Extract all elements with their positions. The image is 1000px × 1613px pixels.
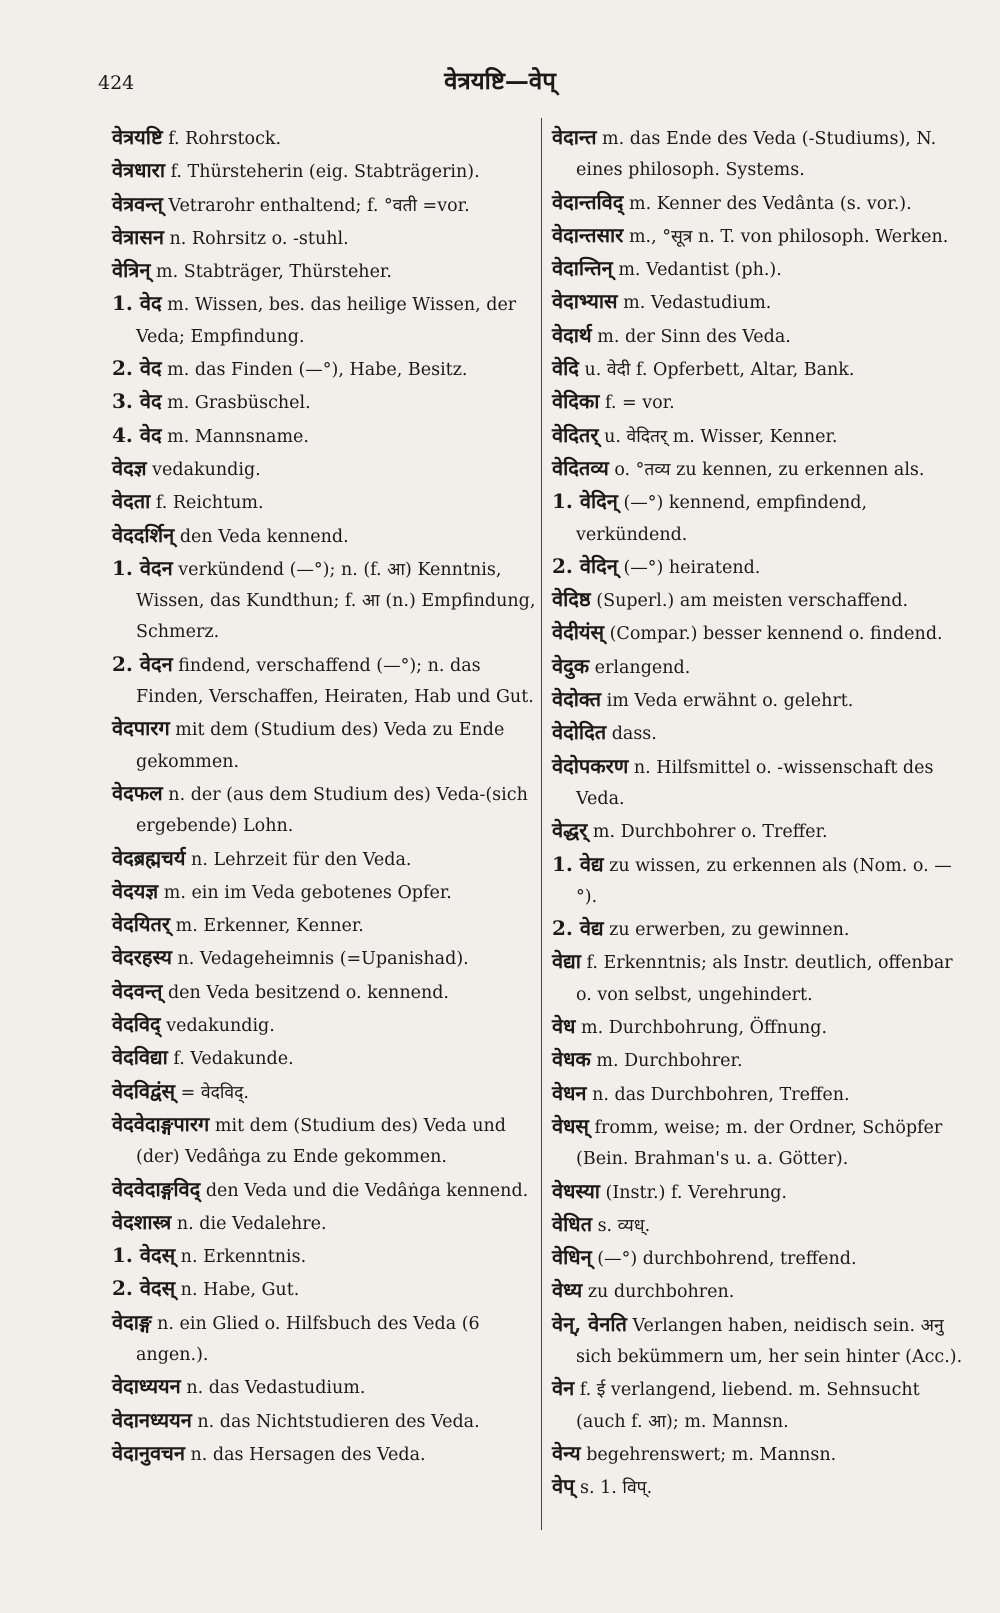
dictionary-entry [112, 1240, 536, 1273]
entry-headword: 1. वेद्य [552, 851, 604, 876]
entry-gloss: begehrenswert; m. Mannsn. [580, 1444, 837, 1465]
entry-gloss: f. ई verlangend, liebend. m. Sehnsucht (auch f. आ); m. Mannsn. [574, 1380, 920, 1432]
entry-gloss: erlangend. [589, 657, 691, 678]
entry-gloss: f. Vedakunde. [167, 1049, 294, 1070]
entry-headword: वेदीयंस् [552, 620, 605, 645]
entry-gloss: f. Erkenntnis; als Instr. deutlich, offenbar o. von selbst, ungehindert. [576, 953, 953, 1005]
entry-headword: वेदवेदाङ्गपारग [112, 1111, 210, 1136]
entry-gloss: den Veda und die Vedâṅga kennend. [200, 1180, 529, 1201]
entry-gloss: m. Kenner des Vedânta (s. vor.). [623, 193, 912, 214]
entry-headword: 4. वेद [112, 422, 162, 447]
entry-gloss: mit dem (Studium des) Veda zu Ende gekommen. [136, 720, 505, 772]
column-divider [541, 118, 542, 1530]
entry-headword: वेदोदित [552, 720, 607, 745]
entry-headword: 2. वेदन [112, 651, 173, 676]
dictionary-entry [112, 1438, 536, 1471]
dictionary-entry [552, 1438, 970, 1471]
dictionary-entry [112, 222, 536, 255]
entry-gloss: m. Grasbüschel. [161, 393, 311, 414]
entry-gloss: f. Thürsteherin (eig. Stabträgerin). [165, 162, 480, 183]
dictionary-entry [112, 553, 536, 649]
entry-headword: वेत्रासन [112, 224, 164, 249]
dictionary-entry [112, 155, 536, 188]
dictionary-entry [552, 320, 970, 353]
dictionary-entry [112, 189, 536, 222]
dictionary-entry [112, 1042, 536, 1075]
entry-gloss: s. व्यध्. [592, 1215, 651, 1236]
dictionary-entry [552, 1111, 970, 1176]
entry-gloss: zu durchbohren. [582, 1282, 735, 1303]
dictionary-entry [112, 255, 536, 288]
dictionary-entry [552, 849, 970, 914]
entry-headword: वेदाभ्यास [552, 289, 618, 314]
entry-headword: 2. वेदिन् [552, 553, 618, 578]
dictionary-entry [552, 486, 970, 551]
dictionary-entry [552, 717, 970, 750]
entry-headword: वेदता [112, 489, 151, 514]
entry-gloss: n. ein Glied o. Hilfsbuch des Veda (6 angen.). [136, 1313, 480, 1365]
entry-gloss: dass. [606, 724, 657, 745]
entry-headword: वेधिन् [552, 1245, 592, 1270]
entry-gloss: (Compar.) besser kennend o. findend. [604, 624, 943, 645]
dictionary-entry [552, 453, 970, 486]
entry-headword: वेदज्ञ [112, 455, 147, 480]
entry-headword: वेत्रिन् [112, 258, 151, 283]
dictionary-entry [552, 420, 970, 453]
entry-headword: वेधित [552, 1211, 592, 1236]
entry-headword: वेद्या [552, 949, 581, 974]
dictionary-entry [552, 1209, 970, 1242]
dictionary-entry [552, 1078, 970, 1111]
entry-gloss: m. Erkenner, Kenner. [170, 916, 364, 937]
entry-gloss: n. Rohrsitz o. -stuhl. [163, 228, 349, 249]
entry-gloss: m. Wissen, bes. das heilige Wissen, der Veda; Empfindung. [136, 295, 517, 347]
entry-headword: वेदविद् [112, 1012, 161, 1037]
dictionary-entry [552, 122, 970, 187]
dictionary-entry [552, 353, 970, 386]
dictionary-entry [112, 1371, 536, 1404]
entry-gloss: den Veda kennend. [174, 526, 349, 547]
entry-gloss: = वेदविद्. [175, 1082, 249, 1103]
entry-headword: वेदशास्त्र [112, 1209, 172, 1234]
entry-gloss: zu wissen, zu erkennen als (Nom. o. —°). [576, 855, 952, 907]
left-column [112, 122, 536, 1471]
dictionary-entry [552, 1471, 970, 1504]
entry-headword: वेदब्रह्मचर्य [112, 845, 186, 870]
entry-headword: वेन [552, 1376, 575, 1401]
dictionary-entry [112, 1307, 536, 1372]
entry-gloss: u. वेदी f. Opferbett, Altar, Bank. [578, 360, 855, 381]
entry-gloss: n. der (aus dem Studium des) Veda-(sich ergebende) Lohn. [136, 784, 528, 837]
entry-headword: वेदितर् [552, 422, 599, 447]
dictionary-entry [112, 1009, 536, 1042]
dictionary-entry [552, 220, 970, 253]
entry-gloss: n. Vedageheimnis (=Upanishad). [171, 949, 469, 970]
entry-headword: वेदानध्ययन [112, 1407, 192, 1432]
entry-headword: वेप् [552, 1474, 575, 1499]
entry-headword: वेदितव्य [552, 455, 609, 480]
entry-headword: 2. वेदस् [112, 1276, 176, 1301]
entry-gloss: m. Durchbohrer o. Treffer. [587, 822, 828, 843]
entry-gloss: mit dem (Studium des) Veda und (der) Vedâṅga zu Ende gekommen. [136, 1115, 506, 1168]
entry-gloss: n. Lehrzeit für den Veda. [185, 849, 412, 870]
entry-gloss: vedakundig. [146, 459, 261, 480]
entry-gloss: n. das Vedastudium. [180, 1378, 366, 1399]
entry-gloss: u. वेदितर् m. Wisser, Kenner. [598, 426, 838, 447]
entry-headword: वेत्रवन्त् [112, 191, 163, 216]
dictionary-entry [112, 122, 536, 155]
entry-headword: वेदविद्या [112, 1045, 168, 1070]
entry-gloss: findend, verschaffend (—°); n. das Finden, Verschaffen, Heiraten, Hab und Gut. [136, 655, 534, 708]
entry-headword: 1. वेदस् [112, 1243, 176, 1268]
dictionary-entry [552, 551, 970, 584]
entry-headword: वेदयितर् [112, 912, 171, 937]
dictionary-entry [552, 253, 970, 286]
entry-gloss: m. Stabträger, Thürsteher. [150, 262, 392, 283]
entry-headword: वेधन [552, 1080, 587, 1105]
dictionary-entry [112, 486, 536, 519]
dictionary-entry [552, 1309, 970, 1374]
dictionary-entry [112, 843, 536, 876]
dictionary-entry [552, 1011, 970, 1044]
entry-gloss: m. Vedastudium. [617, 293, 772, 314]
entry-headword: वेदान्त [552, 125, 597, 149]
entry-gloss: m. Vedantist (ph.). [612, 260, 782, 281]
entry-headword: वेन्, वेनति [552, 1311, 627, 1336]
dictionary-entry [552, 946, 970, 1011]
entry-headword: वेदाध्ययन [112, 1374, 181, 1399]
entry-headword: वेध्य [552, 1278, 583, 1303]
page-number: 424 [98, 72, 135, 94]
entry-gloss: o. °तव्य zu kennen, zu erkennen als. [608, 459, 925, 480]
entry-headword: वेदार्थ [552, 322, 592, 347]
entry-headword: वेदरहस्य [112, 945, 172, 970]
entry-gloss: n. die Vedalehre. [171, 1213, 327, 1234]
dictionary-entry [112, 420, 536, 453]
entry-headword: वेदिष्ठ [552, 587, 591, 612]
entry-headword: वेददर्शिन् [112, 522, 175, 547]
entry-gloss: n. das Durchbohren, Treffen. [586, 1084, 850, 1105]
entry-gloss: (—°) heiratend. [617, 557, 761, 578]
entry-headword: वेधस्या [552, 1178, 600, 1203]
dictionary-entry [552, 617, 970, 650]
entry-gloss: m. Mannsname. [161, 426, 309, 447]
entry-gloss: zu erwerben, zu gewinnen. [603, 920, 850, 941]
dictionary-entry [552, 815, 970, 848]
dictionary-entry [112, 942, 536, 975]
entry-gloss: n. das Nichtstudieren des Veda. [191, 1411, 480, 1432]
dictionary-entry [112, 713, 536, 778]
entry-headword: वेदान्तिन् [552, 256, 613, 281]
dictionary-entry [112, 649, 536, 714]
dictionary-entry [552, 1176, 970, 1209]
entry-gloss: den Veda besitzend o. kennend. [162, 982, 449, 1003]
entry-gloss: m. ein im Veda gebotenes Opfer. [158, 882, 452, 903]
entry-gloss: m., °सूत्र n. T. von philosoph. Werken. [623, 226, 949, 247]
dictionary-entry [552, 751, 970, 816]
entry-gloss: (—°) kennend, empfindend, verkündend. [576, 493, 868, 545]
entry-headword: वेद्धर् [552, 818, 588, 843]
entry-headword: वेध [552, 1014, 576, 1039]
entry-gloss: s. 1. विप्. [574, 1478, 653, 1499]
dictionary-entry [112, 453, 536, 486]
dictionary-entry [112, 1273, 536, 1306]
entry-gloss: (Instr.) f. Verehrung. [599, 1182, 787, 1203]
dictionary-entry [112, 1109, 536, 1174]
entry-headword: वेदान्तविद् [552, 189, 624, 214]
entry-gloss: f. Rohrstock. [162, 129, 282, 149]
dictionary-entry [552, 913, 970, 946]
entry-gloss: Verlangen haben, neidisch sein. अनु sich bekümmern um, her sein hinter (Acc.). [576, 1315, 963, 1367]
entry-headword: 3. वेद [112, 389, 162, 414]
entry-gloss: fromm, weise; m. der Ordner, Schöpfer (Bein. Brahman's u. a. Götter). [576, 1117, 943, 1170]
entry-headword: वेदुक [552, 653, 590, 678]
dictionary-entry [552, 1044, 970, 1077]
entry-headword: वेदवेदाङ्गविद् [112, 1176, 201, 1201]
dictionary-entry [552, 584, 970, 617]
entry-gloss: n. Hilfsmittel o. -wissenschaft des Veda. [576, 757, 934, 809]
entry-gloss: im Veda erwähnt o. gelehrt. [601, 691, 854, 712]
dictionary-entry [112, 876, 536, 909]
dictionary-entry [112, 1076, 536, 1109]
dictionary-entry [112, 909, 536, 942]
entry-gloss: Vetrarohr enthaltend; f. °वती =vor. [162, 195, 470, 216]
entry-gloss: m. der Sinn des Veda. [591, 326, 791, 347]
entry-gloss: m. das Ende des Veda (-Studiums), N. eines philosoph. Systems. [576, 129, 937, 181]
entry-gloss: m. das Finden (—°), Habe, Besitz. [161, 360, 468, 381]
dictionary-entry [112, 778, 536, 843]
entry-headword: वेदि [552, 356, 579, 381]
entry-gloss: f. = vor. [599, 393, 675, 414]
entry-gloss: m. Durchbohrer. [590, 1051, 743, 1072]
entry-headword: 2. वेद [112, 356, 162, 381]
dictionary-entry [552, 187, 970, 220]
dictionary-entry [552, 651, 970, 684]
dictionary-entry [552, 286, 970, 319]
entry-headword: वेदवन्त् [112, 978, 163, 1003]
dictionary-entry [112, 976, 536, 1009]
dictionary-entry [112, 1405, 536, 1438]
dictionary-entry [112, 353, 536, 386]
entry-headword: वेदोक्त [552, 687, 602, 712]
entry-headword: 1. वेदन [112, 555, 173, 580]
entry-headword: वेदान्तसार [552, 222, 624, 247]
entry-gloss: f. Reichtum. [150, 493, 264, 514]
dictionary-entry [112, 1174, 536, 1207]
right-column [552, 122, 970, 1504]
entry-headword: वेदफल [112, 780, 163, 805]
dictionary-entry [552, 1275, 970, 1308]
dictionary-entry [112, 520, 536, 553]
entry-headword: वेधस् [552, 1113, 589, 1138]
dictionary-entry [552, 1373, 970, 1438]
dictionary-entry [112, 386, 536, 419]
entry-gloss: (Superl.) am meisten verschaffend. [590, 591, 909, 612]
dictionary-entry [112, 1207, 536, 1240]
entry-gloss: vedakundig. [160, 1016, 275, 1037]
dictionary-entry [552, 1242, 970, 1275]
entry-gloss: m. Durchbohrung, Öffnung. [575, 1018, 828, 1039]
running-head: वेत्रयष्टि—वेप् [444, 66, 556, 95]
entry-gloss: n. das Hersagen des Veda. [184, 1444, 426, 1465]
entry-headword: वेत्रधारा [112, 158, 165, 183]
entry-gloss: n. Habe, Gut. [175, 1280, 300, 1301]
entry-headword: 1. वेदिन् [552, 489, 618, 514]
entry-headword: वेदोपकरण [552, 753, 629, 778]
dictionary-entry [552, 386, 970, 419]
entry-headword: वेदानुवचन [112, 1440, 185, 1465]
entry-gloss: verkündend (—°); n. (f. आ) Kenntnis, Wissen, das Kundthun; f. आ (n.) Empfindung, Schmerz. [136, 559, 536, 643]
entry-gloss: (—°) durchbohrend, treffend. [591, 1249, 857, 1270]
entry-headword: वेदपारग [112, 716, 170, 741]
entry-headword: वेत्रयष्टि [112, 125, 163, 149]
dictionary-entry [552, 684, 970, 717]
entry-headword: वेदविद्वंस् [112, 1078, 176, 1103]
entry-headword: वेन्य [552, 1440, 581, 1465]
dictionary-entry [112, 288, 536, 353]
entry-headword: वेधक [552, 1047, 591, 1072]
entry-headword: वेदिका [552, 389, 600, 414]
entry-gloss: n. Erkenntnis. [175, 1247, 307, 1268]
entry-headword: वेदयज्ञ [112, 878, 159, 903]
entry-headword: 1. वेद [112, 291, 162, 316]
entry-headword: 2. वेद्य [552, 916, 604, 941]
entry-headword: वेदाङ्ग [112, 1309, 152, 1334]
